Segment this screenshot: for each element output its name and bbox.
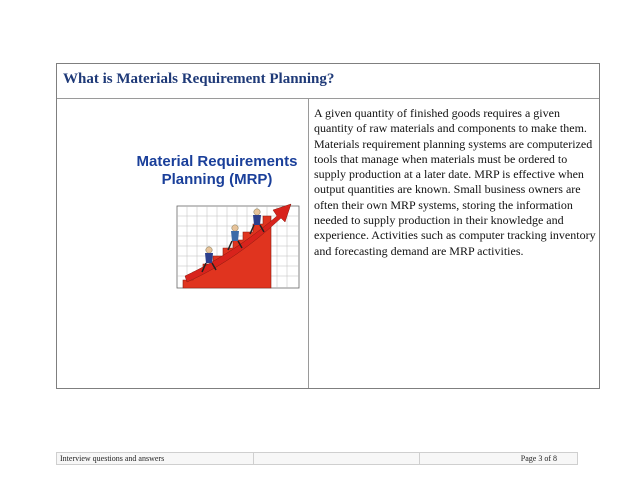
question-title: What is Materials Requirement Planning? — [63, 71, 335, 87]
answer-text: A given quantity of finished goods requires a given quantity of raw materials and components to make them. Materials requirement planning systems are computerized tools that manage when materials must be ordered to supply production at a later date. MRP is effective when output quantities are known. Small business owners are often their own MRP systems, storing the information needed to supply production in their knowledge and experience. Activities such as computer tracking inventory and forecasting demand are MRP activities. — [314, 106, 596, 258]
illustration-title-line2: Planning (MRP) — [161, 171, 273, 188]
page-footer — [56, 452, 578, 465]
footer-separator — [253, 453, 254, 464]
column-divider — [308, 98, 309, 388]
illustration-title-line1: Material Requirements — [136, 153, 298, 170]
question-box — [56, 63, 600, 389]
footer-page-number: Page 3 of 8 — [520, 454, 557, 463]
footer-doc-title: Interview questions and answers — [60, 454, 165, 463]
mrp-illustration — [59, 100, 307, 388]
footer-separator — [419, 453, 420, 464]
title-divider — [57, 98, 599, 99]
